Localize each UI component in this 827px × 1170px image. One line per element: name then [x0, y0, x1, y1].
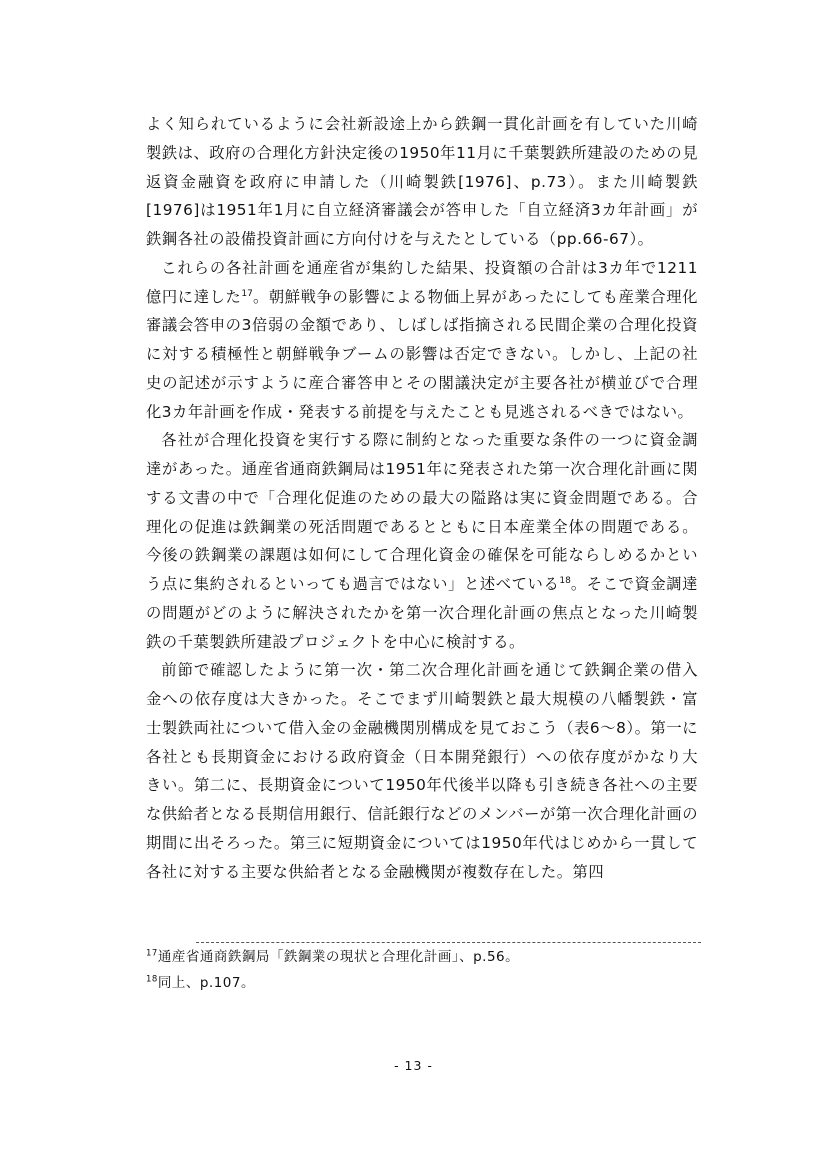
footnote-ref-17: 17 — [241, 288, 253, 299]
footnote-ref-18: 18 — [559, 575, 571, 586]
paragraph-2 — [146, 254, 698, 427]
paragraph-2-text-a: これらの各社計画を通産省が集約した結果、投資額の合計は3カ年で1211億円に達した — [146, 258, 698, 306]
paragraph-4 — [146, 656, 698, 886]
paragraph-4-text: 前節で確認したように第一次・第二次合理化計画を通じて鉄鋼企業の借入金への依存度は大きかった。そこでまず川崎製鉄と最大規模の八幡製鉄・富士製鉄両社について借入金の金融機関別構成を見ておこう（表6～8）。第一に各社とも長期資金における政府資金（日本開発銀行）への依存度がかなり大きい。第二に、長期資金について1950年代後半以降も引き続き各社への主要な供給者となる長期信用銀行、信託銀行などのメンバーが第一次合理化計画の期間に出そろった。第三に短期資金については1950年代はじめから一貫して各社に対する主要な供給者となる金融機関が複数存在した。第四 — [146, 661, 698, 881]
paragraph-1 — [146, 110, 698, 254]
footnote-18 — [146, 970, 698, 996]
footnote-number: 17 — [146, 948, 158, 959]
page-number: - 13 - — [394, 1058, 433, 1073]
paragraph-3-text-a: 各社が合理化投資を実行する際に制約となった重要な条件の一つに資金調達があった。通産省通商鉄鋼局は1951年に発表された第一次合理化計画に関する文書の中で「合理化促進のための最大の隘路は実に資金問題である。合理化の促進は鉄鋼業の死活問題であるとともに日本産業全体の問題である。今後の鉄鋼業の課題は如何にして合理化資金の確保を可能ならしめるかという点に集約されるといっても過言ではない」と述べている — [146, 431, 698, 593]
paragraph-2-text-b: 。朝鮮戦争の影響による物価上昇があったにしても産業合理化審議会答申の3倍弱の金額であり、しばしば指摘される民間企業の合理化投資に対する積極性と朝鮮戦争ブームの影響は否定できない。しかし、上記の社史の記述が示すように産合審答申とその閣議決定が主要各社が横並びで合理化3カ年計画を作成・発表する前提を与えたことも見逃されるべきではない。 — [146, 287, 698, 421]
paragraph-1-text: よく知られているように会社新設途上から鉄鋼一貫化計画を有していた川崎製鉄は、政府の合理化方針決定後の1950年11月に千葉製鉄所建設のための見返資金融資を政府に申請した（川崎製鉄[1976]、p.73）。また川崎製鉄[1976]は1951年1月に自立経済審議会が答申した「自立経済3カ年計画」が鉄鋼各社の設備投資計画に方向付けを与えたとしている（pp.66-67）。 — [146, 115, 698, 248]
footnote-17 — [146, 944, 698, 970]
paragraph-3-text-b: 。そこで資金調達の問題がどのように解決されたかを第一次合理化計画の焦点となった川崎製鉄の千葉製鉄所建設プロジェクトを中心に検討する。 — [146, 575, 698, 651]
footnote-separator — [196, 942, 701, 943]
footnote-text: 同上、p.107。 — [157, 975, 255, 991]
footnotes — [146, 944, 698, 996]
body-text — [146, 110, 698, 886]
footnote-number: 18 — [146, 974, 158, 985]
footnote-text: 通産省通商鉄鋼局「鉄鋼業の現状と合理化計画」、p.56。 — [157, 949, 520, 965]
paragraph-3 — [146, 426, 698, 656]
